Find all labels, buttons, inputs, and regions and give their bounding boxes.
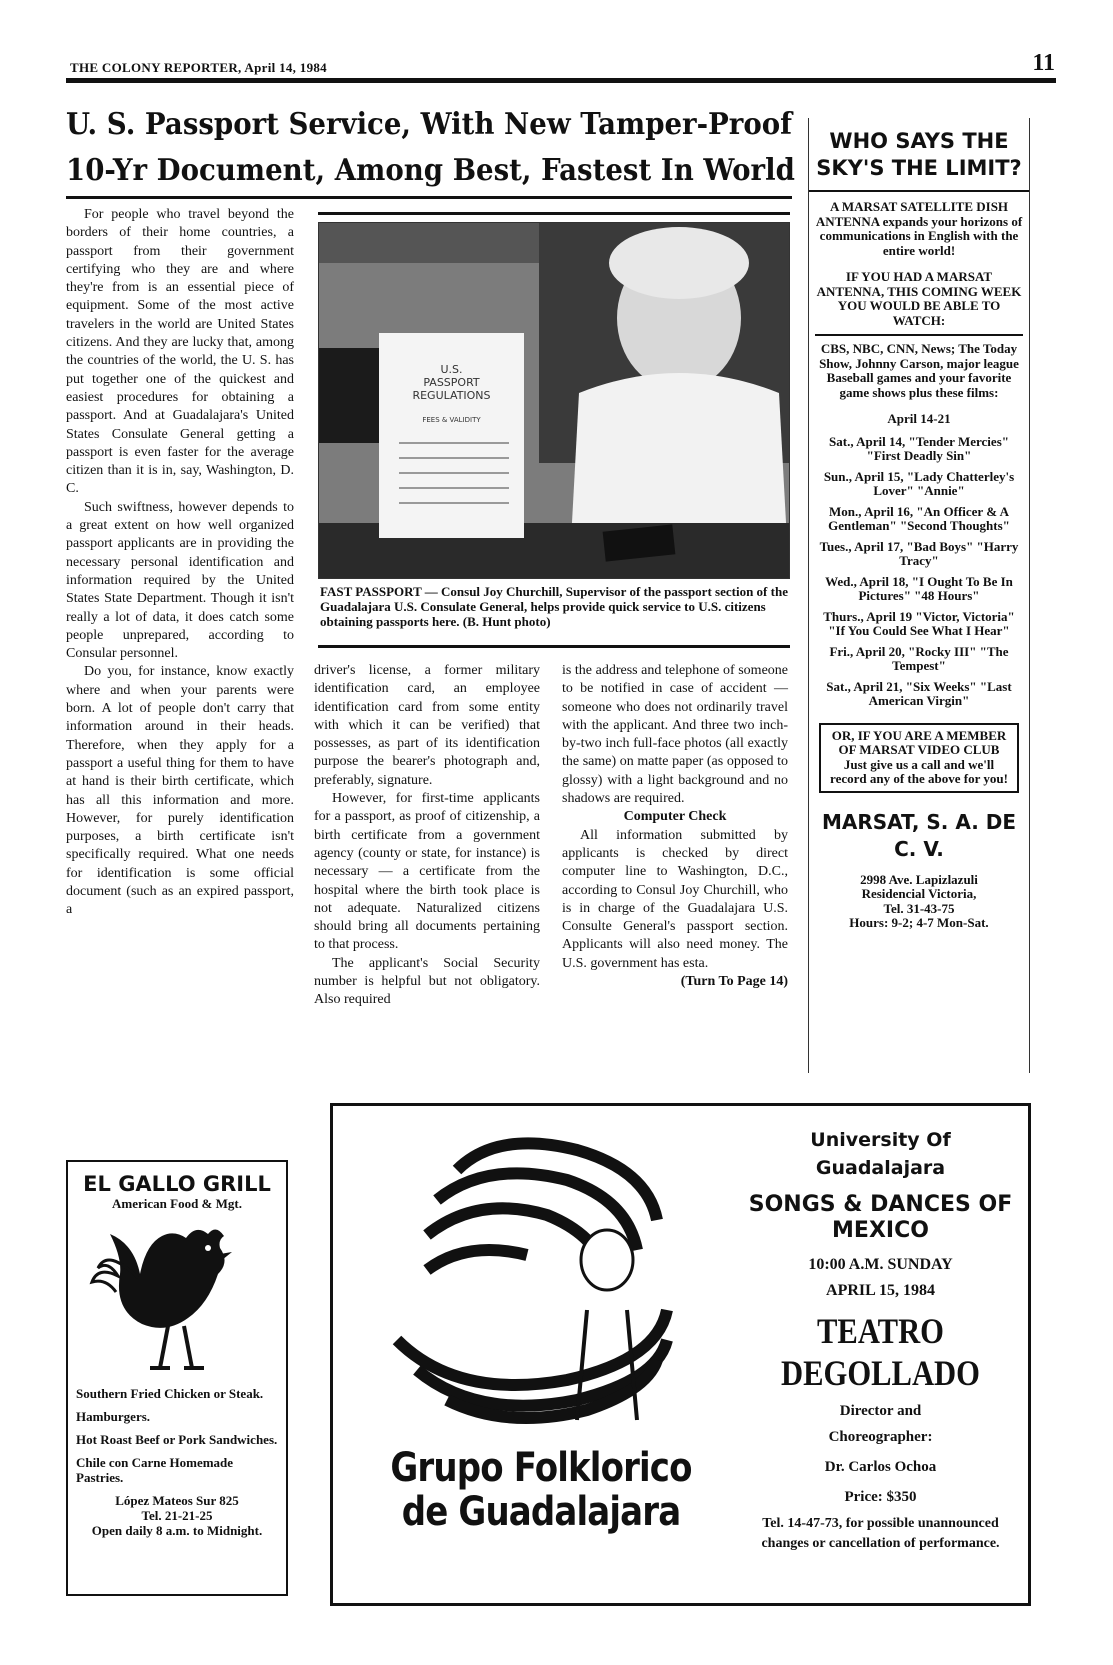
ticket-price: Price: $350	[844, 1489, 917, 1505]
menu-item: Hamburgers.	[76, 1409, 151, 1424]
masthead-paper-date: THE COLONY REPORTER, April 14, 1984	[70, 60, 327, 75]
schedule-item: Wed., April 18, "I Ought To Be In Pictures" "48 Hours"	[825, 573, 1013, 603]
gallo-name: EL GALLO GRILL	[83, 1172, 271, 1196]
paragraph: Do you, for instance, know exactly where and when your parents were born. A lot of people don't carry that information around in their heads. Therefore, when they apply for a passport a useful thing for them to have at hand is their birth certificate, which has all this information and more. However, for purely identification purposes, a birth certificate isn't specifically required. What one needs for identification is some official document (such as an expired passport, a	[66, 664, 294, 918]
university-folklorico-ad	[330, 1103, 1031, 1606]
grupo-folklorico-logo	[371, 1446, 711, 1534]
headline-line-1: U. S. Passport Service, With New Tamper-Proof	[66, 107, 793, 142]
masthead-rule	[66, 78, 1056, 83]
el-gallo-grill-ad	[66, 1160, 288, 1596]
marsat-address: 2998 Ave. Lapizlazuli	[860, 871, 978, 887]
schedule-item: Mon., April 16, "An Officer & A Gentleman" "Second Thoughts"	[828, 503, 1010, 533]
gallo-menu	[68, 1386, 286, 1485]
paragraph: Such swiftness, however depends to a great extent on how well organized passport applicants are in providing the necessary personal identification and information required by the United States State Department. Though it isn't really a lot of data, it does catch some people unprepared, according to Consular personnel.	[66, 499, 294, 662]
show-time: 10:00 A.M. SUNDAY	[808, 1256, 953, 1273]
paragraph: However, for first-time applicants for a passport, as proof of citizenship, a birth certificate from a government agency (county or state, for instance) is necessary — a certificate from the hospital where the birth took place is not adequate. Naturalized citizens should bring all documents pertaining to that process.	[314, 791, 540, 953]
paragraph: The applicant's Social Security number is helpful but not obligatory. Also required	[314, 955, 540, 1008]
sidebar-watch-rule	[815, 334, 1023, 336]
contact-notice: Tel. 14-47-73, for possible unannounced changes or cancellation of performance.	[761, 1516, 1000, 1551]
grupo-line-1: Grupo Folklorico	[390, 1445, 692, 1491]
gallo-tagline: American Food & Mgt.	[112, 1196, 242, 1211]
university-line-2: Guadalajara	[815, 1157, 946, 1179]
director-label: Director and Choreographer:	[828, 1403, 933, 1445]
paragraph: is the address and telephone of someone to be notified in case of accident — someone who does not ordinarily travel with the applicant. And three two inch-by-two inch full-face photos (all exactly the same) on matte paper (as opposed to glossy) with a light background and no shadows are required.	[562, 663, 788, 807]
sidebar-watch: IF YOU HAD A MARSAT ANTENNA, THIS COMING WEEK YOU WOULD BE ABLE TO WATCH:	[816, 269, 1022, 328]
subhead: Computer Check	[623, 809, 727, 825]
paragraph: For people who travel beyond the borders of their home countries, a passport from their government certifying who they are and where they're from is an essential piece of equipment. Some of the most active travelers in the world are United States citizens. And they are lucky that, among the countries of the world, the U. S. has put together one of the quickest and easiest procedures for obtaining a passport. And at Guadalajara's United States Consulate General getting a passport is even faster for the average citizen than it is in, say, Washington, D. C.	[66, 207, 294, 497]
schedule-item: Sun., April 15, "Lady Chatterley's Lover" "Annie"	[823, 468, 1015, 498]
venue: TEATRO DEGOLLADO	[781, 1311, 980, 1393]
sign-line: REGULATIONS	[412, 389, 491, 402]
dancer-illustration	[337, 1110, 747, 1450]
passport-photo	[318, 222, 790, 579]
photo-caption: FAST PASSPORT — Consul Joy Churchill, Supervisor of the passport section of the Guadalajara U.S. Consulate General, helps provide quick service to U.S. citizens obtaining passports here. (B. Hunt photo)	[320, 584, 788, 629]
sidebar-title-rule	[809, 190, 1029, 192]
photo-top-rule	[318, 212, 790, 215]
sidebar-networks: CBS, NBC, CNN, News; The Today Show, Johnny Carson, major league Baseball games and your favorite game shows plus these films:	[819, 341, 1019, 400]
gallo-tel: Tel. 21-21-25	[141, 1508, 213, 1523]
schedule-item: Tues., April 17, "Bad Boys" "Harry Tracy"	[819, 538, 1019, 568]
article-column-2	[314, 662, 540, 1010]
marsat-sidebar	[808, 118, 1030, 1073]
sidebar-range: April 14-21	[887, 411, 951, 426]
marsat-company: MARSAT, S. A. DE C. V.	[821, 809, 1017, 861]
video-club-box	[819, 723, 1019, 793]
schedule-item: Sat., April 14, "Tender Mercies" "First Deadly Sin"	[829, 433, 1009, 463]
paragraph: All information submitted by applicants is checked by direct computer line to Washington, D.C., according to Consul Joy Churchill, who is in charge of the Guadalajara U.S. Consulte General's passport section. Applicants will also need money. The U.S. government has esta.	[562, 827, 788, 971]
grupo-line-2: de Guadalajara	[401, 1489, 681, 1535]
university-line-1: University Of	[810, 1129, 951, 1151]
sign-line: PASSPORT	[423, 376, 480, 389]
director-name: Dr. Carlos Ochoa	[824, 1459, 937, 1475]
sidebar-title: WHO SAYS THE SKY'S THE LIMIT?	[816, 129, 1022, 180]
masthead	[70, 50, 1055, 78]
gallo-hours: Open daily 8 a.m. to Midnight.	[91, 1523, 263, 1538]
article-column-1	[66, 206, 294, 920]
songs-dances: SONGS & DANCES OF MEXICO	[748, 1192, 1013, 1243]
menu-item: Southern Fried Chicken or Steak.	[76, 1386, 264, 1401]
marsat-hours: Hours: 9-2; 4-7 Mon-Sat.	[849, 915, 989, 930]
headline-line-2: 10-Yr Document, Among Best, Fastest In World	[66, 153, 795, 188]
page-number: 11	[1032, 50, 1055, 76]
show-date: APRIL 15, 1984	[826, 1282, 935, 1299]
marsat-tel: Tel. 31-43-75	[883, 900, 955, 916]
schedule-item: Fri., April 20, "Rocky III" "The Tempest"	[829, 643, 1009, 673]
university-ad-info	[748, 1126, 1013, 1554]
video-club-text: Just give us a call and we'll record any of the above for you!	[830, 756, 1008, 786]
headline-rule	[66, 196, 792, 199]
video-club-title: OR, IF YOU ARE A MEMBER OF MARSAT VIDEO CLUB	[831, 727, 1007, 757]
schedule-item: Thurs., April 19 "Victor, Victoria" "If You Could See What I Hear"	[823, 608, 1015, 638]
schedule-item: Sat., April 21, "Six Weeks" "Last American Virgin"	[826, 678, 1012, 708]
menu-item: Hot Roast Beef or Pork Sandwiches.	[76, 1432, 278, 1447]
rooster-icon	[68, 1218, 286, 1378]
paragraph: driver's license, a former military identification card, an employee identification card from some entity with which it can be verified) that possesses, as part of its identification purpose the bearer's photograph and, preferably, signature.	[314, 663, 540, 788]
article-column-3	[562, 662, 788, 991]
caption-rule	[318, 645, 790, 648]
sign-line: U.S.	[440, 363, 463, 376]
sidebar-intro: A MARSAT SATELLITE DISH ANTENNA expands your horizons of communications in English with the entire world!	[815, 199, 1023, 258]
article-headline	[66, 102, 795, 194]
marsat-district: Residencial Victoria,	[861, 886, 977, 901]
regulations-sign	[379, 363, 524, 427]
sign-subtitle: FEES & VALIDITY	[422, 416, 481, 424]
gallo-address: López Mateos Sur 825	[115, 1493, 239, 1508]
menu-item: Chile con Carne Homemade Pastries.	[76, 1455, 234, 1485]
jump-line: (Turn To Page 14)	[680, 974, 788, 990]
